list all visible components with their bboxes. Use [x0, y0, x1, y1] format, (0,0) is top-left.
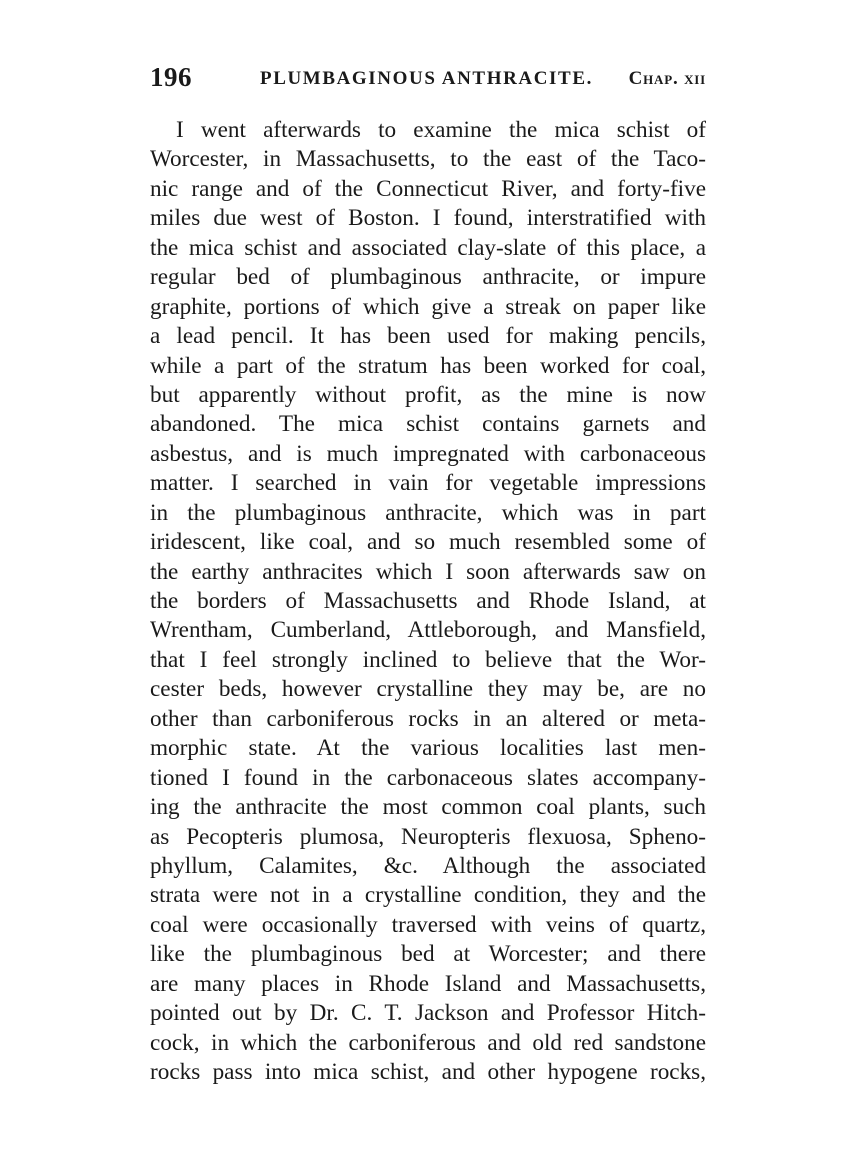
body-text: [150, 116, 706, 1087]
running-head: [150, 62, 706, 96]
text-line: miles due west of Boston. I found, interstratified with: [150, 205, 706, 232]
text-line: a lead pencil. It has been used for making pencils,: [150, 323, 706, 350]
text-line: coal were occasionally traversed with veins of quartz,: [150, 911, 706, 938]
text-line: tioned I found in the carbonaceous slates accompany-: [150, 764, 706, 791]
text-line: I went afterwards to examine the mica schist of: [176, 117, 706, 143]
text-line: Worcester, in Massachusetts, to the east of the Taco-: [150, 146, 706, 173]
text-line: morphic state. At the various localities last men-: [150, 735, 706, 762]
text-line: that I feel strongly inclined to believe that the Wor-: [150, 646, 706, 673]
text-line: phyllum, Calamites, &c. Although the associated: [150, 852, 706, 879]
text-line: asbestus, and is much impregnated with carbonaceous: [150, 440, 706, 467]
text-line: other than carboniferous rocks in an altered or meta-: [150, 705, 706, 732]
text-line: the borders of Massachusetts and Rhode Island, at: [150, 588, 706, 614]
text-line: regular bed of plumbaginous anthracite, or impure: [150, 264, 706, 291]
text-line: as Pecopteris plumosa, Neuropteris flexuosa, Spheno-: [150, 823, 706, 850]
text-line: while a part of the stratum has been worked for coal,: [150, 352, 706, 379]
text-line: abandoned. The mica schist contains garnets and: [150, 411, 706, 438]
text-line: like the plumbaginous bed at Worcester; and there: [150, 941, 706, 968]
text-line: strata were not in a crystalline condition, they and the: [150, 882, 706, 909]
text-line: ing the anthracite the most common coal plants, such: [150, 794, 706, 821]
text-line: but apparently without profit, as the mine is now: [150, 381, 706, 408]
text-line: are many places in Rhode Island and Massachusetts,: [150, 970, 706, 997]
text-line: nic range and of the Connecticut River, and forty-five: [150, 175, 706, 202]
text-line: pointed out by Dr. C. T. Jackson and Professor Hitch-: [150, 1000, 706, 1027]
text-line: in the plumbaginous anthracite, which was in part: [150, 499, 706, 526]
chapter-reference: Chap. xii: [628, 68, 706, 89]
page-number: 196: [150, 62, 192, 92]
text-line: rocks pass into mica schist, and other hypogene rocks,: [150, 1059, 706, 1085]
text-line: iridescent, like coal, and so much resembled some of: [150, 529, 706, 556]
text-line: Wrentham, Cumberland, Attleborough, and Mansfield,: [150, 617, 706, 644]
text-line: graphite, portions of which give a streak on paper like: [150, 293, 706, 320]
text-line: cock, in which the carboniferous and old red sandstone: [150, 1029, 706, 1056]
text-line: the mica schist and associated clay-slate of this place, a: [150, 234, 706, 261]
text-line: the earthy anthracites which I soon afterwards saw on: [150, 558, 706, 585]
running-title: PLUMBAGINOUS ANTHRACITE.: [260, 68, 593, 89]
text-line: cester beds, however crystalline they may be, are no: [150, 676, 706, 703]
text-line: matter. I searched in vain for vegetable impressions: [150, 470, 706, 497]
